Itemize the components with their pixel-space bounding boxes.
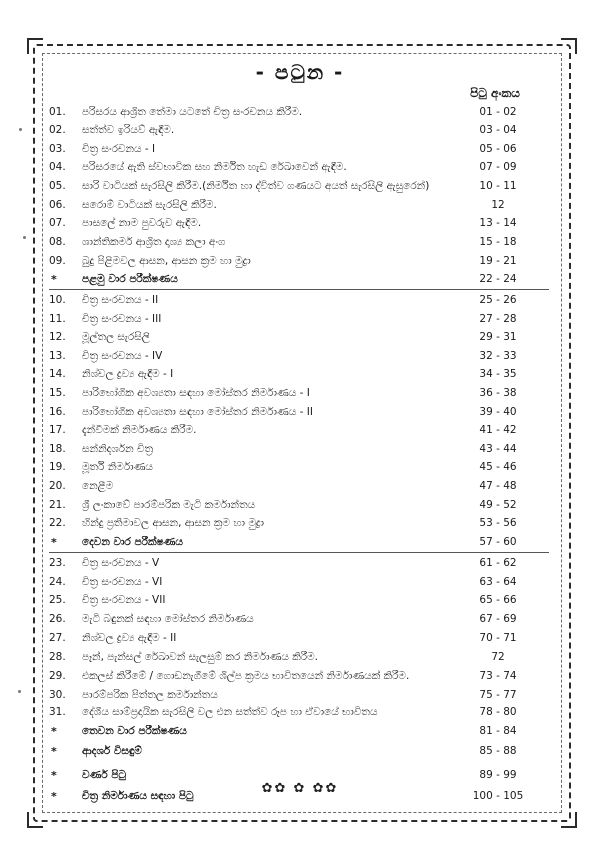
- toc-number: 19.: [49, 461, 66, 473]
- border-corner: [27, 812, 43, 828]
- toc-page-range: 63 - 64: [479, 576, 517, 588]
- toc-page-range: 05 - 06: [479, 143, 517, 155]
- border-corner: [561, 38, 577, 54]
- toc-number: 18.: [49, 443, 66, 455]
- toc-label: සරොම් වාටියක් සැරසිලි කිරීම.: [82, 199, 217, 211]
- toc-number: 28.: [49, 651, 66, 663]
- toc-label: පාරිභෝගික අවශ්‍යතා සඳහා මෝස්තර නිර්මාණය - I: [82, 387, 310, 399]
- toc-label: වර්ණ පිටු: [82, 769, 126, 781]
- toc-page-range: 07 - 09: [479, 161, 517, 173]
- toc-label: දෙවන වාර පරීක්ෂණය: [82, 536, 183, 548]
- toc-number: 27.: [49, 632, 66, 644]
- star-bullet-icon: *: [51, 273, 57, 286]
- toc-page-range: 19 - 21: [479, 255, 517, 267]
- toc-label: චිත්‍ර නිර්මාණය සඳහා පිටු: [82, 790, 194, 802]
- border-corner: [27, 38, 43, 54]
- toc-row: [0, 143, 600, 163]
- toc-row: [0, 632, 600, 652]
- toc-section-row: [0, 536, 600, 556]
- toc-label: පාසලේ නාම පුවරුව ඇඳීම.: [82, 217, 202, 229]
- toc-row: [0, 331, 600, 351]
- toc-number: 16.: [49, 406, 66, 418]
- star-bullet-icon: *: [51, 790, 57, 803]
- toc-row: [0, 594, 600, 614]
- toc-page-range: 01 - 02: [479, 106, 517, 118]
- toc-label: නිශ්චල ද්‍රව්‍ය ඇඳීම - II: [82, 632, 177, 644]
- toc-label: තෙවන වාර පරීක්ෂණය: [82, 725, 187, 737]
- toc-page-range: 27 - 28: [479, 313, 517, 325]
- toc-label: හින්දු ප්‍රතිමාවල ආසන, ආසන ක්‍රම හා මුද්‍රා: [82, 517, 264, 529]
- toc-page-range: 45 - 46: [479, 461, 517, 473]
- toc-row: [0, 368, 600, 388]
- toc-label: ආදර්ශ විසඳුම්: [82, 745, 142, 757]
- toc-page-range: 36 - 38: [479, 387, 517, 399]
- toc-label: පාරිභෝගික අවශ්‍යතා සඳහා මෝස්තර නිර්මාණය - II: [82, 406, 313, 418]
- toc-page-range: 78 - 80: [479, 706, 517, 718]
- toc-label: පළමු වාර පරීක්ෂණය: [82, 273, 178, 285]
- toc-label: මැටි බඳුනක් සඳහා මෝස්තර නිර්මාණය: [82, 613, 254, 625]
- toc-page-range: 73 - 74: [479, 670, 517, 682]
- toc-number: 14.: [49, 368, 66, 380]
- paper-speck: [23, 236, 26, 239]
- toc-row: [0, 199, 600, 219]
- toc-page-range: 32 - 33: [479, 350, 517, 362]
- toc-row: [0, 236, 600, 256]
- toc-row: [0, 387, 600, 407]
- toc-number: 12.: [49, 331, 66, 343]
- toc-label: සාරි වාටියක් සැරසිලි කිරීම.(නිර්මිත හා ද්විත්ව ගණයට අයත් සැරසිලි ඇසුරෙන්): [82, 180, 430, 192]
- toc-label: සත්ත්ව ඉරියව් ඇඳීම.: [82, 124, 175, 136]
- paper-speck: [18, 690, 21, 693]
- toc-page-range: 43 - 44: [479, 443, 517, 455]
- toc-label: චිත්‍ර සංරචනය - II: [82, 294, 159, 306]
- toc-label: එකලස් කිරීමේ / ගොඩනැගීමේ ශිල්ප ක්‍රමය භාවිතයෙන් නිර්මාණයක් කිරීම.: [82, 670, 410, 682]
- toc-row: [0, 161, 600, 181]
- toc-label: ශ්‍රී ලංකාවේ පාරම්පරික මැටි කර්මාන්තය: [82, 499, 256, 511]
- toc-label: සන්නිදර්ශන චිත්‍ර: [82, 443, 154, 455]
- toc-row: [0, 613, 600, 633]
- toc-row: [0, 461, 600, 481]
- toc-label: පාරම්පරික පිත්තල කර්මාන්තය: [82, 689, 218, 701]
- toc-row: [0, 517, 600, 537]
- toc-page-range: 03 - 04: [479, 124, 517, 136]
- toc-number: 25.: [49, 594, 66, 606]
- toc-page-range: 89 - 99: [479, 769, 517, 781]
- toc-page-range: 53 - 56: [479, 517, 517, 529]
- toc-row: [0, 180, 600, 200]
- toc-number: 26.: [49, 613, 66, 625]
- toc-number: 30.: [49, 689, 66, 701]
- toc-number: 02.: [49, 124, 66, 136]
- toc-page-range: 22 - 24: [479, 273, 517, 285]
- toc-row: [0, 670, 600, 690]
- star-bullet-icon: *: [51, 769, 57, 782]
- toc-label: නිශ්චල ද්‍රව්‍ය ඇඳීම - I: [82, 368, 174, 380]
- toc-page-range: 81 - 84: [479, 725, 517, 737]
- toc-row: [0, 499, 600, 519]
- toc-label: පරිසරය ආශ්‍රිත තේමා යටතේ චිත්‍ර සංරචනය කිරීම.: [82, 106, 303, 118]
- toc-number: 17.: [49, 424, 66, 436]
- toc-label: මූල්තල සැරසිලි: [82, 331, 150, 343]
- toc-number: 11.: [49, 313, 66, 325]
- toc-number: 13.: [49, 350, 66, 362]
- toc-section-row: [0, 273, 600, 293]
- section-divider-line: [49, 289, 549, 290]
- star-bullet-icon: *: [51, 725, 57, 738]
- toc-page-range: 13 - 14: [479, 217, 517, 229]
- toc-row: [0, 124, 600, 144]
- toc-row: [0, 406, 600, 426]
- toc-label: මූර්ති නිර්මාණය: [82, 461, 153, 473]
- toc-row: [0, 557, 600, 577]
- toc-row: [0, 706, 600, 726]
- toc-number: 03.: [49, 143, 66, 155]
- toc-number: 22.: [49, 517, 66, 529]
- toc-page-range: 75 - 77: [479, 689, 517, 701]
- toc-row: [0, 576, 600, 596]
- toc-label: දේශීය සාම්ප්‍රදායික සැරසිලි වල එන සත්ත්ව රූප හා ඒවායේ භාවිතය: [82, 706, 378, 718]
- toc-page-range: 100 - 105: [472, 790, 524, 802]
- toc-page-range: 70 - 71: [479, 632, 517, 644]
- toc-label: චිත්‍ර සංරචනය - VII: [82, 594, 166, 606]
- toc-number: 29.: [49, 670, 66, 682]
- toc-number: 10.: [49, 294, 66, 306]
- toc-page-range: 61 - 62: [479, 557, 517, 569]
- toc-label: චිත්‍ර සංරචනය - I: [82, 143, 156, 155]
- toc-page-range: 67 - 69: [479, 613, 517, 625]
- toc-label: චිත්‍ර සංරචනය - VI: [82, 576, 163, 588]
- toc-page-range: 72: [491, 651, 505, 663]
- toc-page-range: 57 - 60: [479, 536, 517, 548]
- toc-label: චිත්‍ර සංරචනය - V: [82, 557, 160, 569]
- toc-row: [0, 106, 600, 126]
- toc-row: [0, 294, 600, 314]
- toc-row: [0, 313, 600, 333]
- toc-page-range: 15 - 18: [479, 236, 517, 248]
- toc-number: 04.: [49, 161, 66, 173]
- toc-number: 21.: [49, 499, 66, 511]
- toc-page-range: 85 - 88: [479, 745, 517, 757]
- toc-page-range: 10 - 11: [479, 180, 517, 192]
- toc-label: බුදු පිළිමවල ආසන, ආසන ක්‍රම හා මුද්‍රා: [82, 255, 251, 267]
- toc-page-range: 25 - 26: [479, 294, 517, 306]
- toc-number: 24.: [49, 576, 66, 588]
- toc-label: පරිසරයේ ඇති ස්වභාවික සහ නිර්මිත හැඩ රේඛාවෙන් ඇඳීම.: [82, 161, 347, 173]
- toc-page-range: 65 - 66: [479, 594, 517, 606]
- ornament-divider: ✿✿ ✿ ✿✿: [261, 781, 339, 796]
- toc-label: චිත්‍ර සංරචනය - III: [82, 313, 162, 325]
- toc-page-range: 47 - 48: [479, 480, 517, 492]
- toc-number: 01.: [49, 106, 66, 118]
- star-bullet-icon: *: [51, 536, 57, 549]
- toc-page-range: 29 - 31: [479, 331, 517, 343]
- toc-section-row: [0, 725, 600, 745]
- toc-row: [0, 217, 600, 237]
- toc-label: චිත්‍ර සංරචනය - IV: [82, 350, 163, 362]
- star-bullet-icon: *: [51, 745, 57, 758]
- toc-row: [0, 255, 600, 275]
- toc-number: 09.: [49, 255, 66, 267]
- toc-label: ශාන්තිකර්ම ආශ්‍රිත දෘශ්‍ය කලා අංග: [82, 236, 226, 248]
- toc-row: [0, 350, 600, 370]
- toc-number: 20.: [49, 480, 66, 492]
- toc-row: [0, 651, 600, 671]
- toc-label: දැන්වීමක් නිර්මාණය කිරීම.: [82, 424, 197, 436]
- section-divider-line: [49, 552, 549, 553]
- border-corner: [561, 812, 577, 828]
- paper-speck: [19, 128, 22, 131]
- toc-page-range: 12: [491, 199, 505, 211]
- toc-number: 23.: [49, 557, 66, 569]
- toc-row: [0, 480, 600, 500]
- toc-number: 15.: [49, 387, 66, 399]
- toc-page-range: 34 - 35: [479, 368, 517, 380]
- toc-label: පෑන්, පැන්සල් රේඛාවන් සැලසුම් කර නිර්මාණය කිරීම.: [82, 651, 319, 663]
- toc-number: 05.: [49, 180, 66, 192]
- toc-row: [0, 424, 600, 444]
- toc-number: 31.: [49, 706, 66, 718]
- toc-label: නෙළීම: [82, 480, 114, 492]
- toc-row: [0, 443, 600, 463]
- toc-page-range: 49 - 52: [479, 499, 517, 511]
- toc-number: 06.: [49, 199, 66, 211]
- toc-page-range: 39 - 40: [479, 406, 517, 418]
- toc-number: 08.: [49, 236, 66, 248]
- toc-section-row: [0, 745, 600, 765]
- toc-page-range: 41 - 42: [479, 424, 517, 436]
- page-title: - පටුන -: [255, 60, 345, 84]
- toc-number: 07.: [49, 217, 66, 229]
- page-number-column-header: පිටු අංකය: [470, 86, 520, 100]
